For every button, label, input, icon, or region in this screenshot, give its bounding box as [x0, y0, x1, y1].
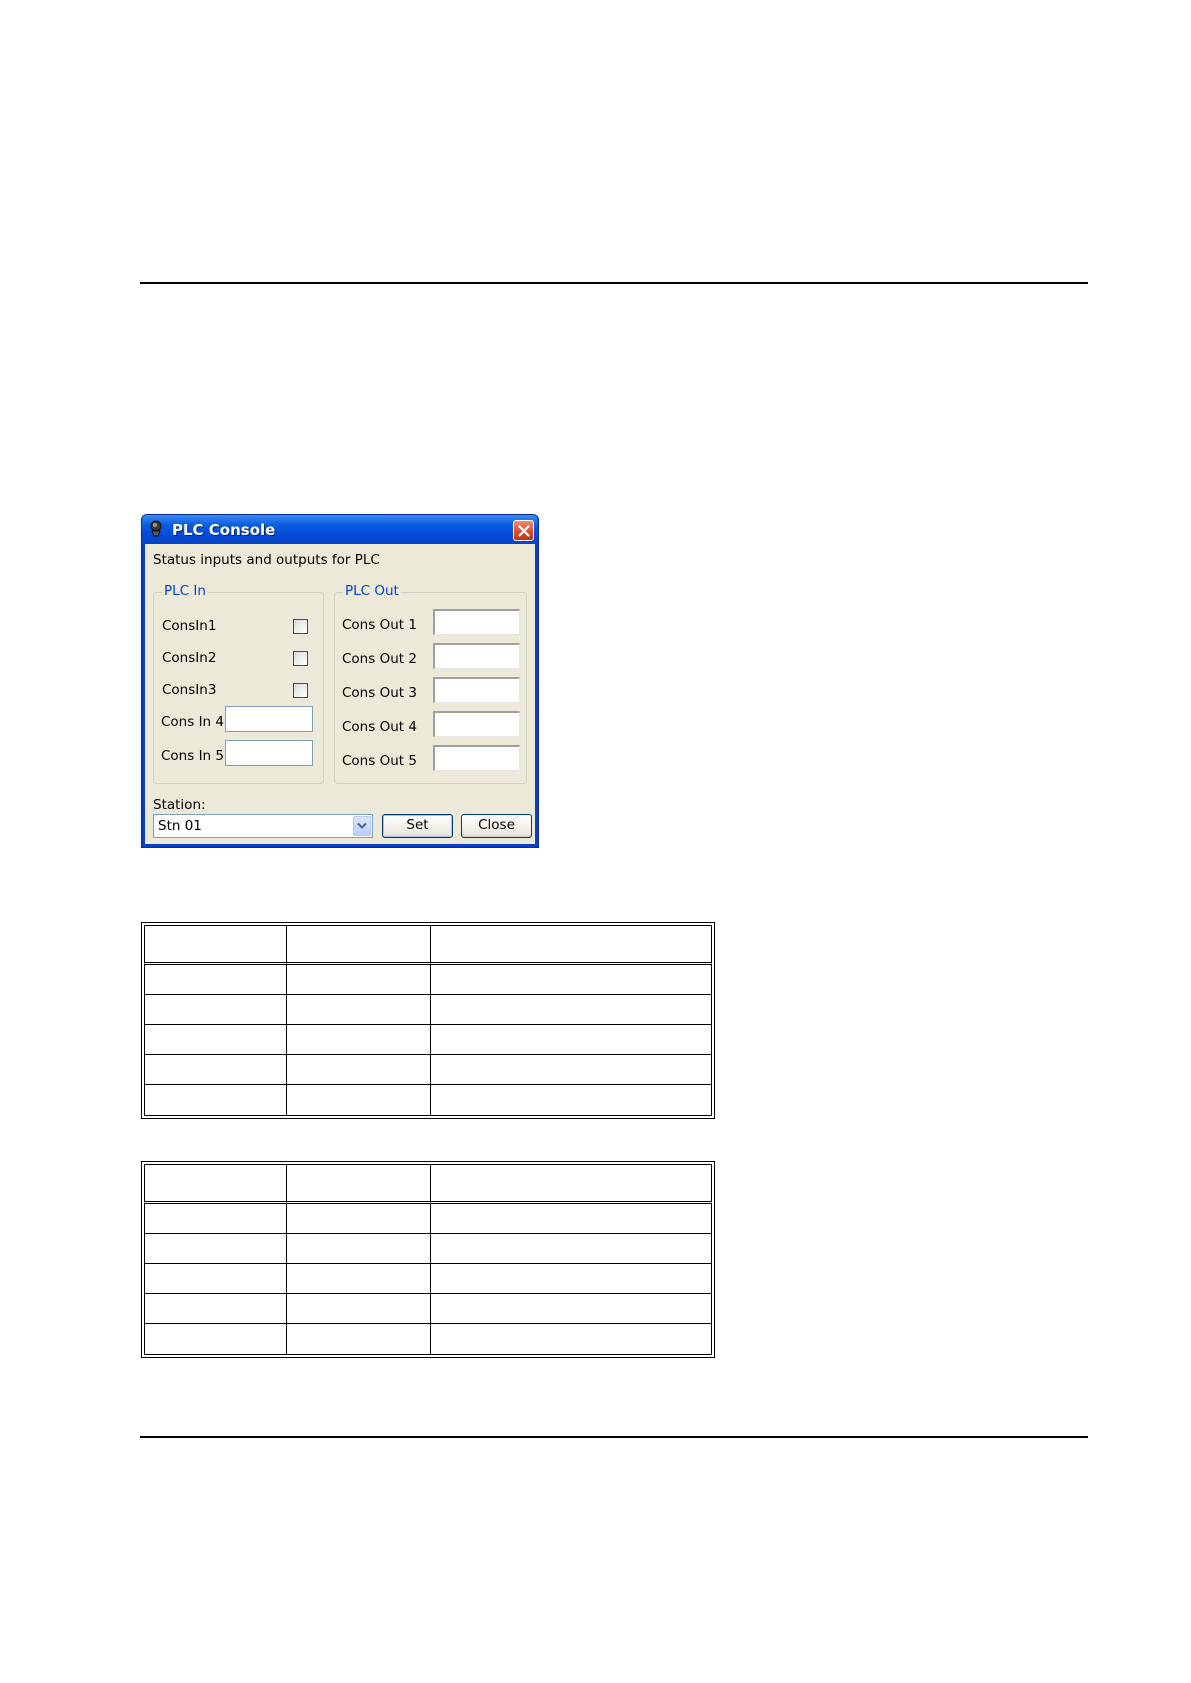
table-cell	[431, 1085, 712, 1116]
table-header-cell	[144, 1164, 287, 1204]
table-cell	[431, 1294, 712, 1324]
table-cell	[287, 1085, 431, 1116]
set-button[interactable]: Set	[382, 814, 453, 838]
table-cell	[431, 1264, 712, 1294]
cons-in-5-label: Cons In 5	[161, 748, 224, 764]
table-header-cell	[287, 1164, 431, 1204]
dialog-description: Status inputs and outputs for PLC	[153, 552, 380, 568]
cons-out-3-field	[433, 677, 520, 703]
cons-out-4-field	[433, 711, 520, 737]
table-header-cell	[431, 925, 712, 965]
cons-in-3-checkbox[interactable]	[293, 683, 308, 698]
table-row	[144, 1234, 712, 1264]
cons-out-3-label: Cons Out 3	[342, 685, 417, 701]
table-cell	[431, 995, 712, 1025]
table-header-row	[144, 1164, 712, 1204]
data-table-2	[141, 1161, 715, 1358]
table-row	[144, 1025, 712, 1055]
table-cell	[144, 1055, 287, 1085]
dialog-client-area	[145, 544, 535, 844]
table-cell	[287, 1294, 431, 1324]
table-cell	[287, 1324, 431, 1355]
station-selected-value: Stn 01	[158, 818, 202, 834]
cons-in-2-checkbox[interactable]	[293, 651, 308, 666]
table-cell	[144, 1234, 287, 1264]
cons-out-5-label: Cons Out 5	[342, 753, 417, 769]
table-cell	[144, 1294, 287, 1324]
plc-in-group	[153, 583, 324, 784]
table-cell	[431, 1204, 712, 1234]
app-icon	[148, 520, 165, 538]
cons-in-5-input[interactable]	[225, 740, 313, 766]
table-cell	[144, 1324, 287, 1355]
cons-out-5-field	[433, 745, 520, 771]
table-row	[144, 1324, 712, 1355]
station-label: Station:	[153, 797, 206, 813]
table-row	[144, 995, 712, 1025]
table-cell	[431, 965, 712, 995]
cons-out-2-label: Cons Out 2	[342, 651, 417, 667]
window-close-button[interactable]	[513, 520, 534, 541]
table-cell	[144, 1264, 287, 1294]
cons-in-4-input[interactable]	[225, 706, 313, 732]
table-cell	[287, 1055, 431, 1085]
table-cell	[287, 965, 431, 995]
table-header-row	[144, 925, 712, 965]
data-table-1	[141, 922, 715, 1119]
chevron-down-icon	[357, 822, 367, 830]
table-row	[144, 1204, 712, 1234]
plc-in-legend: PLC In	[164, 583, 206, 599]
table-row	[144, 1055, 712, 1085]
title-bar[interactable]	[142, 515, 538, 544]
table-row	[144, 1085, 712, 1116]
cons-in-2-label: ConsIn2	[162, 650, 217, 666]
plc-console-window	[141, 514, 539, 848]
table-cell	[431, 1055, 712, 1085]
table-row	[144, 1264, 712, 1294]
table-cell	[431, 1234, 712, 1264]
bottom-rule	[140, 1436, 1088, 1438]
table-cell	[144, 965, 287, 995]
cons-in-1-checkbox[interactable]	[293, 619, 308, 634]
table-cell	[144, 995, 287, 1025]
plc-out-group	[334, 583, 527, 784]
station-select[interactable]	[153, 814, 373, 838]
close-button[interactable]: Close	[461, 814, 532, 838]
table-row	[144, 965, 712, 995]
table-cell	[144, 1025, 287, 1055]
table-cell	[287, 1025, 431, 1055]
table-cell	[287, 1264, 431, 1294]
close-icon	[518, 525, 530, 537]
table-cell	[287, 1234, 431, 1264]
table-cell	[287, 1204, 431, 1234]
table-header-cell	[144, 925, 287, 965]
table-cell	[431, 1025, 712, 1055]
cons-in-4-label: Cons In 4	[161, 714, 224, 730]
station-dropdown-button[interactable]	[353, 816, 371, 836]
cons-out-1-label: Cons Out 1	[342, 617, 417, 633]
cons-out-1-field	[433, 609, 520, 635]
table-cell	[144, 1204, 287, 1234]
top-rule	[140, 282, 1088, 284]
plc-out-legend: PLC Out	[345, 583, 399, 599]
cons-in-3-label: ConsIn3	[162, 682, 217, 698]
cons-out-4-label: Cons Out 4	[342, 719, 417, 735]
table-header-cell	[431, 1164, 712, 1204]
table-header-cell	[287, 925, 431, 965]
table-row	[144, 1294, 712, 1324]
table-cell	[287, 995, 431, 1025]
cons-in-1-label: ConsIn1	[162, 618, 217, 634]
window-title: PLC Console	[172, 521, 276, 539]
cons-out-2-field	[433, 643, 520, 669]
table-cell	[144, 1085, 287, 1116]
table-cell	[431, 1324, 712, 1355]
